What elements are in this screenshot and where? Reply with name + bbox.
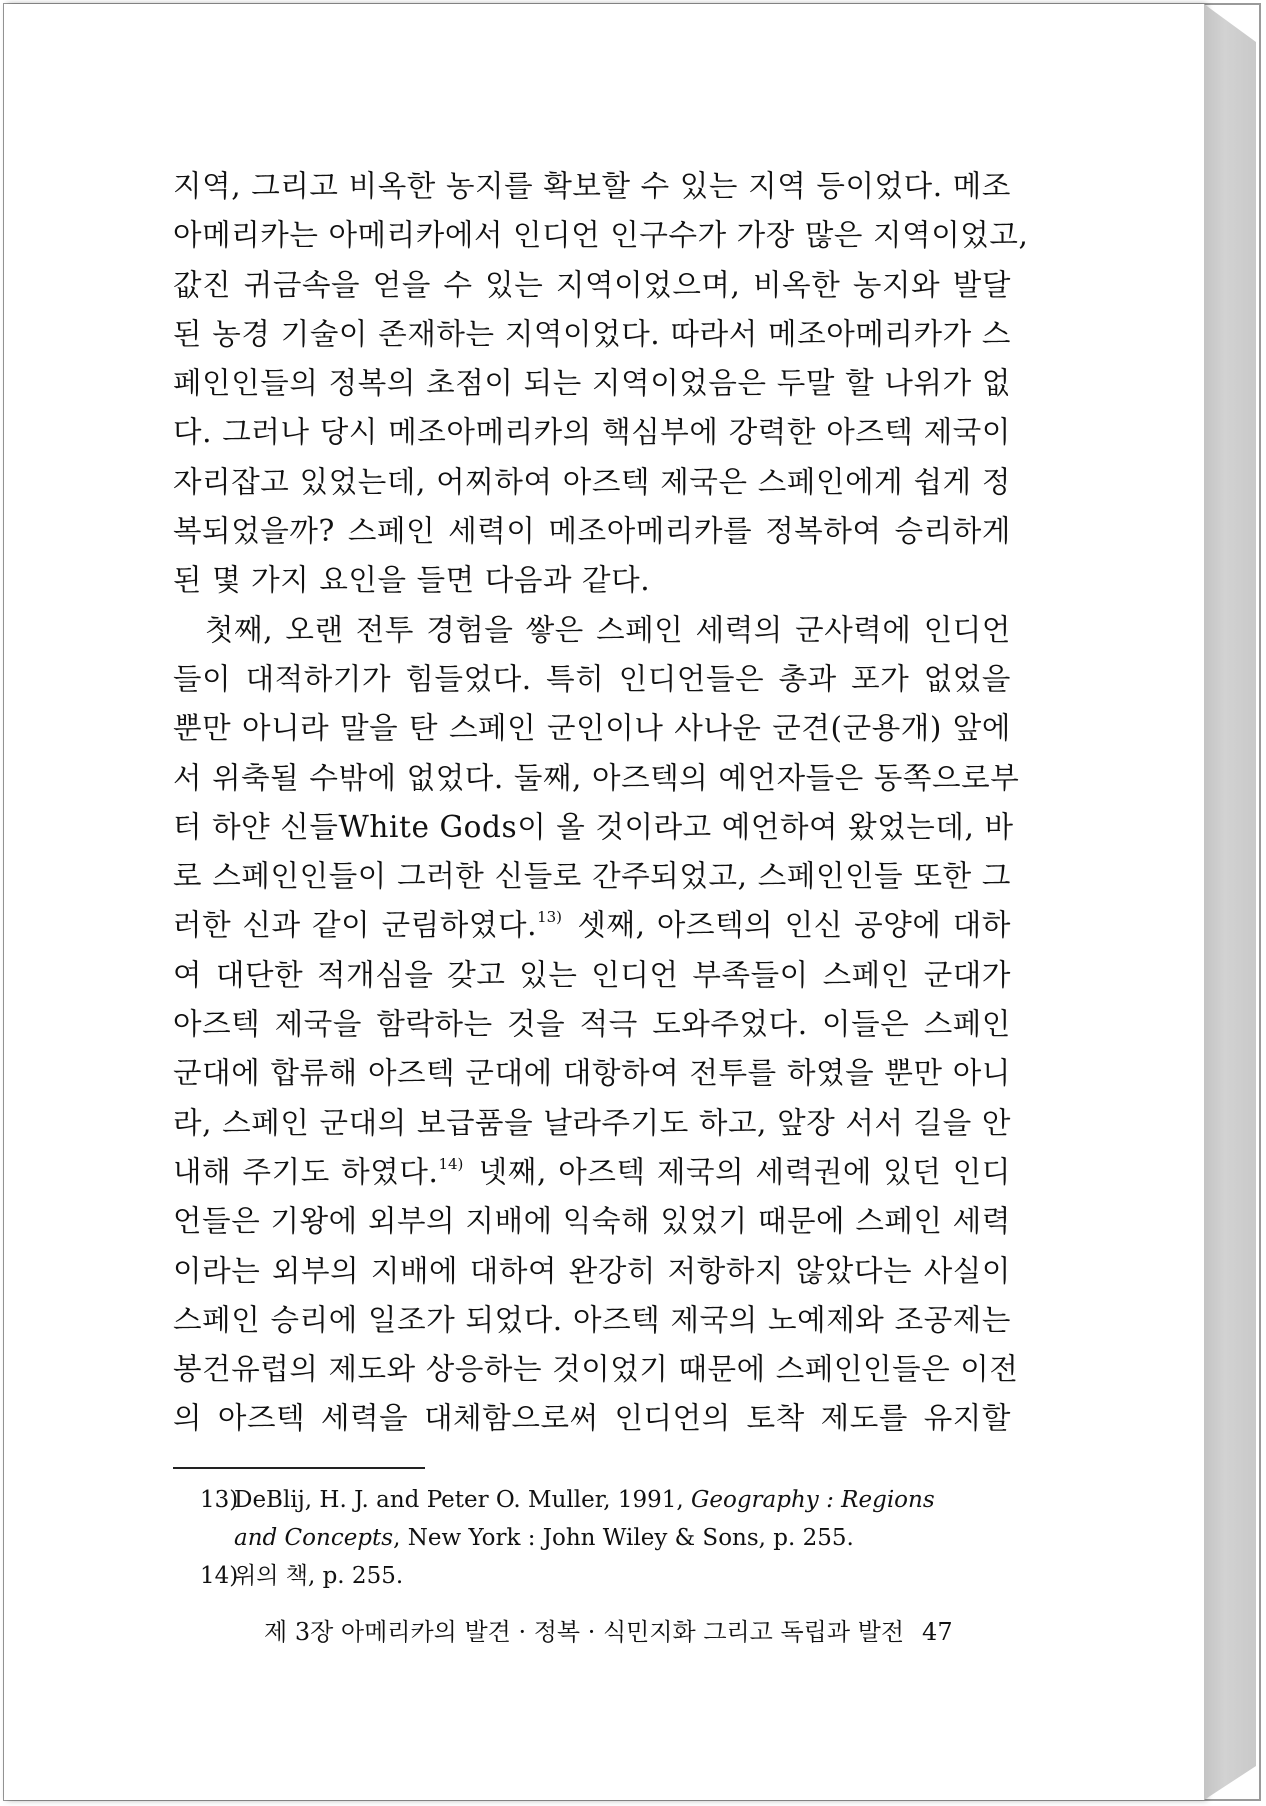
text-segment: 셋째, 아즈텍의 인신 공양에 대하 xyxy=(566,908,1011,943)
footnote-number: 13) xyxy=(200,1487,239,1513)
footnote-13 xyxy=(200,1481,1015,1519)
text-line: 값진 귀금속을 얻을 수 있는 지역이었으며, 비옥한 농지와 발달 xyxy=(173,267,1011,302)
footnote-title: Geography : Regions xyxy=(691,1487,935,1513)
text-line: 라, 스페인 군대의 보급품을 날라주기도 하고, 앞장 서서 길을 안 xyxy=(173,1105,1011,1140)
text-segment: 넷째, 아즈텍 제국의 세력권에 있던 인디 xyxy=(467,1154,1011,1189)
footnote-divider xyxy=(173,1467,425,1469)
text-line: 뿐만 아니라 말을 탄 스페인 군인이나 사나운 군견(군용개) 앞에 xyxy=(173,711,1011,746)
text-line: 페인인들의 정복의 초점이 되는 지역이었음은 두말 할 나위가 없 xyxy=(173,366,1011,401)
text-line: 터 하얀 신들White Gods이 올 것이라고 예언하여 왔었는데, 바 xyxy=(173,809,1014,844)
text-line: 된 농경 기술이 존재하는 지역이었다. 따라서 메조아메리카가 스 xyxy=(173,316,1011,351)
text-line: 첫째, 오랜 전투 경험을 쌓은 스페인 세력의 군사력에 인디언 xyxy=(205,612,1011,647)
page-number: 47 xyxy=(922,1618,953,1646)
footnote-14 xyxy=(200,1557,1015,1595)
page-edge-shadow xyxy=(1204,4,1256,1800)
text-line: 아즈텍 제국을 함락하는 것을 적극 도와주었다. 이들은 스페인 xyxy=(173,1007,1011,1042)
text-line xyxy=(173,901,1011,950)
text-line: 된 몇 가지 요인을 들면 다음과 같다. xyxy=(173,563,651,598)
text-segment: 러한 신과 같이 군림하였다. xyxy=(173,908,538,943)
text-line: 복되었을까? 스페인 세력이 메조아메리카를 정복하여 승리하게 xyxy=(173,514,1011,549)
text-line: 스페인 승리에 일조가 되었다. 아즈텍 제국의 노예제와 조공제는 xyxy=(173,1302,1011,1337)
footnotes xyxy=(200,1481,1015,1595)
body-text xyxy=(173,162,1029,1444)
text-line: 들이 대적하기가 힘들었다. 특히 인디언들은 총과 포가 없었을 xyxy=(173,661,1011,696)
footnote-13-continued xyxy=(200,1519,1015,1557)
footnote-ref-13[interactable]: 13) xyxy=(537,908,563,927)
text-line: 의 아즈텍 세력을 대체함으로써 인디언의 토착 제도를 유지할 xyxy=(173,1401,1011,1436)
text-line: 다. 그러나 당시 메조아메리카의 핵심부에 강력한 아즈텍 제국이 xyxy=(173,415,1011,450)
footnote-number: 14) xyxy=(200,1563,239,1589)
text-line: 언들은 기왕에 외부의 지배에 익숙해 있었기 때문에 스페인 세력 xyxy=(173,1204,1011,1239)
footnote-publisher: , New York : John Wiley & Sons, p. 255. xyxy=(393,1525,854,1551)
footnote-title: and Concepts xyxy=(234,1525,394,1551)
text-line: 아메리카는 아메리카에서 인디언 인구수가 가장 많은 지역이었고, xyxy=(173,218,1029,253)
text-line: 군대에 합류해 아즈텍 군대에 대항하여 전투를 하였을 뿐만 아니 xyxy=(173,1056,1011,1091)
running-footer xyxy=(264,1612,994,1647)
text-line: 로 스페인인들이 그러한 신들로 간주되었고, 스페인인들 또한 그 xyxy=(173,859,1011,894)
text-line: 지역, 그리고 비옥한 농지를 확보할 수 있는 지역 등이었다. 메조 xyxy=(173,169,1011,203)
text-line xyxy=(173,1148,1011,1197)
footnote-ref-14[interactable]: 14) xyxy=(438,1154,464,1173)
text-line: 여 대단한 적개심을 갖고 있는 인디언 부족들이 스페인 군대가 xyxy=(173,957,1011,992)
footnote-text: 위의 책, p. 255. xyxy=(234,1563,404,1589)
text-line: 서 위축될 수밖에 없었다. 둘째, 아즈텍의 예언자들은 동쪽으로부 xyxy=(173,760,1020,795)
text-line: 봉건유럽의 제도와 상응하는 것이었기 때문에 스페인인들은 이전 xyxy=(173,1352,1019,1387)
chapter-title: 제 3장 아메리카의 발견 · 정복 · 식민지화 그리고 독립과 발전 xyxy=(264,1618,905,1646)
footnote-authors: DeBlij, H. J. and Peter O. Muller, 1991, xyxy=(234,1487,691,1513)
text-segment: 내해 주기도 하였다. xyxy=(173,1154,439,1189)
text-line: 자리잡고 있었는데, 어찌하여 아즈텍 제국은 스페인에게 쉽게 정 xyxy=(173,464,1011,499)
text-line: 이라는 외부의 지배에 대하여 완강히 저항하지 않았다는 사실이 xyxy=(173,1253,1011,1288)
